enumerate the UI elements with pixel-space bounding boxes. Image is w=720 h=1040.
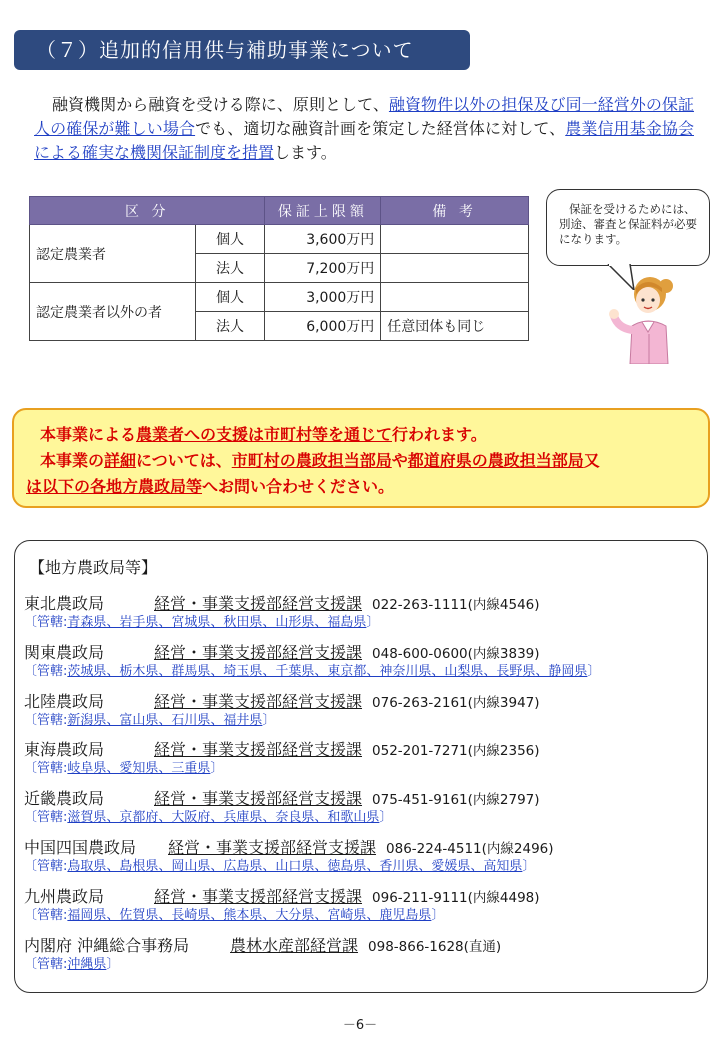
office-entry [24,936,501,973]
intro-underline-2: 農業信用基金協会による確実な機関保証制度を措置 [34,119,694,162]
office-jurisdiction [24,908,540,924]
header-category: 区 分 [30,197,265,225]
office-entry [24,692,540,729]
jurisdiction-end: 〕 [210,761,224,777]
amount-cell: 3,000万円 [265,283,381,312]
office-jurisdiction [24,957,501,973]
table-row [30,225,529,254]
office-department: 経営・事業支援部経営支援課 [154,642,363,662]
office-jurisdiction [24,859,554,875]
office-jurisdiction [24,615,540,631]
notice-text: 本事業による [40,425,137,444]
offices-heading: 【地方農政局等】 [29,558,158,577]
intro-text-2: でも、適切な融資計画を策定した経営体に対して、 [195,119,566,138]
office-department: 経営・事業支援部経営支援課 [154,691,363,711]
note-cell: 任意団体も同じ [381,312,529,341]
guarantee-limit-table [29,196,529,341]
header-note: 備 考 [381,197,529,225]
office-entry [24,594,540,631]
jurisdiction-end: 〕 [106,956,120,972]
jurisdiction-end: 〕 [522,859,536,874]
amount-cell: 7,200万円 [265,254,381,283]
jurisdiction-areas: 沖縄県 [67,956,107,972]
office-entry [24,887,540,924]
office-phone: 075-451-9161(内線2797) [372,792,540,809]
office-contact-row [24,643,600,664]
notice-underline: 農業者への支援は市町村等を通じて [136,425,393,444]
jurisdiction-end: 〕 [379,810,393,826]
office-entry [24,643,600,680]
office-phone: 098-866-1628(直通) [368,938,502,955]
jurisdiction-areas: 鳥取県、島根県、岡山県、広島県、山口県、徳島県、香川県、愛媛県、高知県 [67,859,523,874]
note-cell [381,283,529,312]
note-cell [381,254,529,283]
intro-text-3: します。 [274,143,337,162]
notice-line-1 [34,422,694,448]
jurisdiction-areas: 福岡県、佐賀県、長崎県、熊本県、大分県、宮崎県、鹿児島県 [67,907,432,923]
jurisdiction-areas: 茨城県、栃木県、群馬県、埼玉県、千葉県、東京都、神奈川県、山梨県、長野県、静岡県 [67,663,588,679]
intro-underline-1: 融資物件以外の担保及び同一経営外の保証人の確保が難しい場合 [34,95,694,138]
note-cell [381,225,529,254]
office-phone: 076-263-2161(内線3947) [372,694,540,711]
notice-underline: は以下の各地方農政局等 [26,477,203,496]
office-name: 北陸農政局 [24,691,105,711]
table-row [30,283,529,312]
jurisdiction-label: 〔管轄: [24,761,68,777]
intro-paragraph [34,93,694,165]
office-contact-row [24,594,540,615]
jurisdiction-areas: 滋賀県、京都府、大阪府、兵庫県、奈良県、和歌山県 [67,810,380,826]
jurisdiction-areas: 新潟県、富山県、石川県、福井県 [67,712,263,728]
notice-text: へお問い合わせください。 [202,477,395,496]
jurisdiction-end: 〕 [262,712,276,728]
intro-text-1: 融資機関から融資を受ける際に、原則として、 [52,95,389,114]
jurisdiction-end: 〕 [366,615,380,630]
jurisdiction-end: 〕 [587,663,601,679]
office-name: 東海農政局 [24,740,105,760]
notice-box [12,408,710,508]
category-cell: 認定農業者以外の者 [30,283,196,341]
notice-underline: 市町村の農政担当部局 [231,451,392,470]
office-contact-row [24,740,540,761]
office-contact-row [24,838,554,859]
page-number: －6－ [342,1018,378,1033]
office-name: 内閣府 沖縄総合事務局 [24,935,190,955]
notice-underline: 詳細 [104,451,137,470]
table-header-row [30,197,529,225]
office-jurisdiction [24,713,540,729]
office-department: 農林水産部経営課 [230,935,359,955]
jurisdiction-areas: 青森県、岩手県、宮城県、秋田県、山形県、福島県 [67,615,367,630]
amount-cell: 6,000万円 [265,312,381,341]
notice-line-2 [34,448,694,474]
office-phone: 052-201-7271(内線2356) [372,743,540,760]
office-department: 経営・事業支援部経営支援課 [154,789,363,809]
header-limit: 保証上限額 [265,197,381,225]
office-entry [24,789,540,826]
jurisdiction-label: 〔管轄: [24,956,68,972]
office-phone: 022-263-1111(内線4546) [372,597,540,613]
office-phone: 096-211-9111(内線4498) [372,889,540,906]
notice-text: や [391,451,408,470]
jurisdiction-label: 〔管轄: [24,810,68,826]
jurisdiction-label: 〔管轄: [24,615,68,630]
office-contact-row [24,936,501,957]
notice-text: 行われます。 [392,425,487,444]
office-jurisdiction [24,810,540,826]
office-department: 経営・事業支援部経営支援課 [154,740,363,760]
speech-bubble: 保証を受けるためには、別途、審査と保証料が必要になります。 [546,189,710,266]
office-department: 経営・事業支援部経営支援課 [154,594,363,613]
jurisdiction-end: 〕 [431,907,445,923]
notice-text: 又 [583,451,600,470]
category-cell: 認定農業者 [30,225,196,283]
notice-text: については、 [136,451,232,470]
office-department: 経営・事業支援部経営支援課 [168,838,377,857]
notice-underline: 都道府県の農政担当部局 [407,451,584,470]
office-contact-row [24,692,540,713]
office-name: 九州農政局 [24,886,105,906]
office-phone: 086-224-4511(内線2496) [386,841,554,857]
office-department: 経営・事業支援部経営支援課 [154,886,363,906]
type-cell: 個人 [195,225,265,254]
notice-text: 本事業の [40,451,105,470]
type-cell: 法人 [195,254,265,283]
office-name: 関東農政局 [24,642,105,662]
notice-line-3 [26,474,694,500]
guide-woman-illustration [608,276,692,364]
office-contact-row [24,789,540,810]
jurisdiction-label: 〔管轄: [24,663,68,679]
jurisdiction-label: 〔管轄: [24,712,68,728]
office-jurisdiction [24,664,600,680]
section-title: （７）追加的信用供与補助事業について [14,30,470,70]
office-entry [24,838,554,875]
office-phone: 048-600-0600(内線3839) [372,645,540,662]
jurisdiction-label: 〔管轄: [24,907,68,923]
amount-cell: 3,600万円 [265,225,381,254]
type-cell: 法人 [195,312,265,341]
type-cell: 個人 [195,283,265,312]
office-name: 東北農政局 [24,594,105,613]
jurisdiction-label: 〔管轄: [24,859,68,874]
office-entry [24,740,540,777]
office-name: 中国四国農政局 [24,838,137,857]
office-name: 近畿農政局 [24,789,105,809]
office-jurisdiction [24,761,540,777]
office-contact-row [24,887,540,908]
jurisdiction-areas: 岐阜県、愛知県、三重県 [67,761,211,777]
